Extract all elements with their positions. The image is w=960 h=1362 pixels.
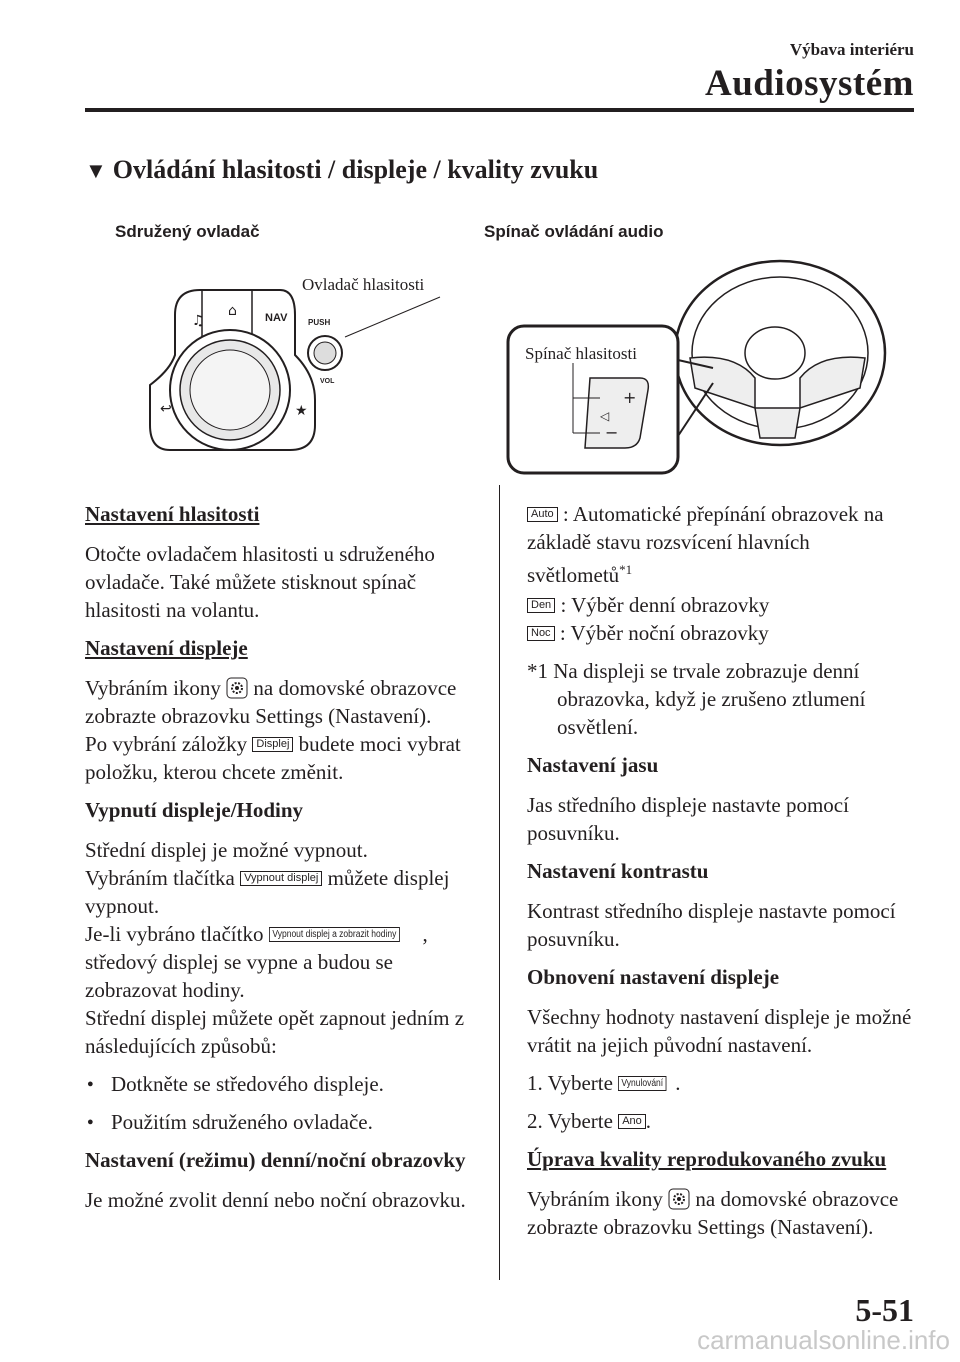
para-volume: Otočte ovladačem hlasitosti u sdruženého ovladače. Také můžete stisknout spínač hlasitosti na volantu. bbox=[85, 542, 435, 622]
para-reset: Všechny hodnoty nastavení displeje je možné vrátit na jejich původní nastavení. bbox=[527, 1005, 912, 1057]
back-icon: ↩ bbox=[160, 401, 172, 417]
step-1: 1. Vyberte Vynulování . bbox=[527, 1071, 681, 1095]
text: na domovské obrazovce zobrazte obrazovku Settings (Nastavení). bbox=[527, 1187, 899, 1239]
text: Vyberte bbox=[547, 1109, 613, 1133]
para-sound-quality bbox=[527, 1185, 917, 1241]
page-number: 5-51 bbox=[855, 1292, 914, 1328]
triangle-marker-icon: ▼ bbox=[85, 158, 107, 183]
text: Po vybrání záložky bbox=[85, 732, 248, 756]
bullet-item: ● Použitím sdruženého ovladače. bbox=[85, 1108, 480, 1136]
step-2: 2. Vyberte Ano . bbox=[527, 1109, 652, 1133]
footnote-mark: *1 bbox=[527, 659, 548, 683]
text: Vybráním ikony bbox=[527, 1187, 663, 1211]
text: : Výběr noční obrazovky bbox=[559, 621, 769, 645]
option-noc bbox=[527, 619, 917, 647]
settings-gear-icon bbox=[668, 1188, 690, 1210]
para-brightness: Jas středního displeje nastavte pomocí posuvníku. bbox=[527, 793, 849, 845]
para-display-off bbox=[85, 836, 480, 1060]
section-title-text: Ovládání hlasitosti / displeje / kvality zvuku bbox=[112, 155, 599, 184]
text: Střední displej je možné vypnout. bbox=[85, 838, 368, 862]
volume-knob-callout: Ovladač hlasitosti bbox=[302, 275, 425, 294]
footnote-ref: *1 bbox=[619, 562, 633, 577]
header-subtitle: Výbava interiéru bbox=[789, 40, 914, 59]
heading-volume: Nastavení hlasitosti bbox=[85, 502, 260, 526]
auto-button: Auto bbox=[527, 507, 558, 522]
text: Vyberte bbox=[547, 1071, 613, 1095]
header-rule bbox=[85, 108, 914, 112]
text: Střední displej můžete opět zapnout jedním z následujících způsobů: bbox=[85, 1006, 465, 1058]
heading-brightness: Nastavení jasu bbox=[527, 753, 659, 777]
steering-wheel-illustration bbox=[505, 258, 900, 478]
section-title bbox=[85, 155, 598, 185]
home-icon: ⌂ bbox=[228, 303, 237, 319]
push-label: PUSH bbox=[308, 318, 331, 327]
text: budete moci vybrat položku, kterou chcete změnit. bbox=[85, 732, 461, 784]
text: Je-li vybráno tlačítko bbox=[85, 922, 264, 946]
step-number: 1. bbox=[527, 1071, 543, 1095]
step-number: 2. bbox=[527, 1109, 543, 1133]
option-den bbox=[527, 591, 917, 619]
text: : Výběr denní obrazovky bbox=[560, 593, 770, 617]
vynulovani-button: Vynulování bbox=[618, 1076, 667, 1091]
text: Vybráním ikony bbox=[85, 676, 221, 700]
figure-right-label: Spínač ovládání audio bbox=[484, 222, 664, 241]
bullet-item: ● Dotkněte se středového displeje. bbox=[85, 1070, 480, 1098]
vypnout-displej-hodiny-button: Vypnout displej a zobrazit hodiny bbox=[269, 927, 400, 942]
text: Vybráním tlačítka bbox=[85, 866, 235, 890]
heading-day-night: Nastavení (režimu) denní/noční obrazovky bbox=[85, 1148, 466, 1172]
favorite-star-icon: ★ bbox=[295, 403, 308, 419]
footnote bbox=[527, 657, 917, 741]
vypnout-displej-button: Vypnout displej bbox=[240, 871, 322, 886]
heading-reset: Obnovení nastavení displeje bbox=[527, 965, 780, 989]
heading-sound-quality: Úprava kvality reprodukovaného zvuku bbox=[527, 1147, 887, 1171]
left-column bbox=[85, 500, 480, 1224]
text: můžete displej vypnout. bbox=[85, 866, 450, 918]
para-day-night: Je možné zvolit denní nebo noční obrazovku. bbox=[85, 1188, 466, 1212]
nav-label: NAV bbox=[265, 312, 288, 324]
column-divider bbox=[499, 485, 500, 1280]
figure-left-label: Sdružený ovladač bbox=[115, 222, 260, 241]
footnote-text: Na displeji se trvale zobrazuje denní obrazovka, když je zrušeno ztlumení osvětlení. bbox=[553, 659, 866, 739]
volume-down-icon: − bbox=[605, 423, 619, 442]
text: , středový displej se vypne a budou se zobrazovat hodiny. bbox=[85, 922, 428, 1002]
den-button: Den bbox=[527, 598, 555, 613]
volume-switch-callout: Spínač hlasitosti bbox=[525, 344, 637, 363]
right-column bbox=[527, 500, 917, 1251]
header-title: Audiosystém bbox=[704, 63, 914, 104]
option-auto bbox=[527, 500, 917, 589]
volume-up-icon: + bbox=[623, 388, 637, 407]
heading-contrast: Nastavení kontrastu bbox=[527, 859, 709, 883]
music-icon: ♫ bbox=[192, 313, 205, 329]
displej-tab-button: Displej bbox=[252, 737, 293, 752]
commander-control-illustration bbox=[140, 285, 460, 465]
heading-display: Nastavení displeje bbox=[85, 636, 248, 660]
text: na domovské obrazovce zobrazte obrazovku Settings (Nastavení). bbox=[85, 676, 457, 728]
settings-gear-icon bbox=[226, 677, 248, 699]
watermark: carmanualsonline.info bbox=[697, 1325, 950, 1355]
vol-label: VOL bbox=[320, 378, 335, 385]
ano-button: Ano bbox=[618, 1114, 646, 1129]
para-contrast: Kontrast středního displeje nastavte pomocí posuvníku. bbox=[527, 899, 896, 951]
para-display bbox=[85, 674, 480, 786]
mute-icon: ◁ bbox=[600, 409, 610, 423]
heading-display-off: Vypnutí displeje/Hodiny bbox=[85, 798, 304, 822]
text: : Automatické přepínání obrazovek na základě stavu rozsvícení hlavních světlometů bbox=[527, 502, 884, 587]
noc-button: Noc bbox=[527, 626, 555, 641]
